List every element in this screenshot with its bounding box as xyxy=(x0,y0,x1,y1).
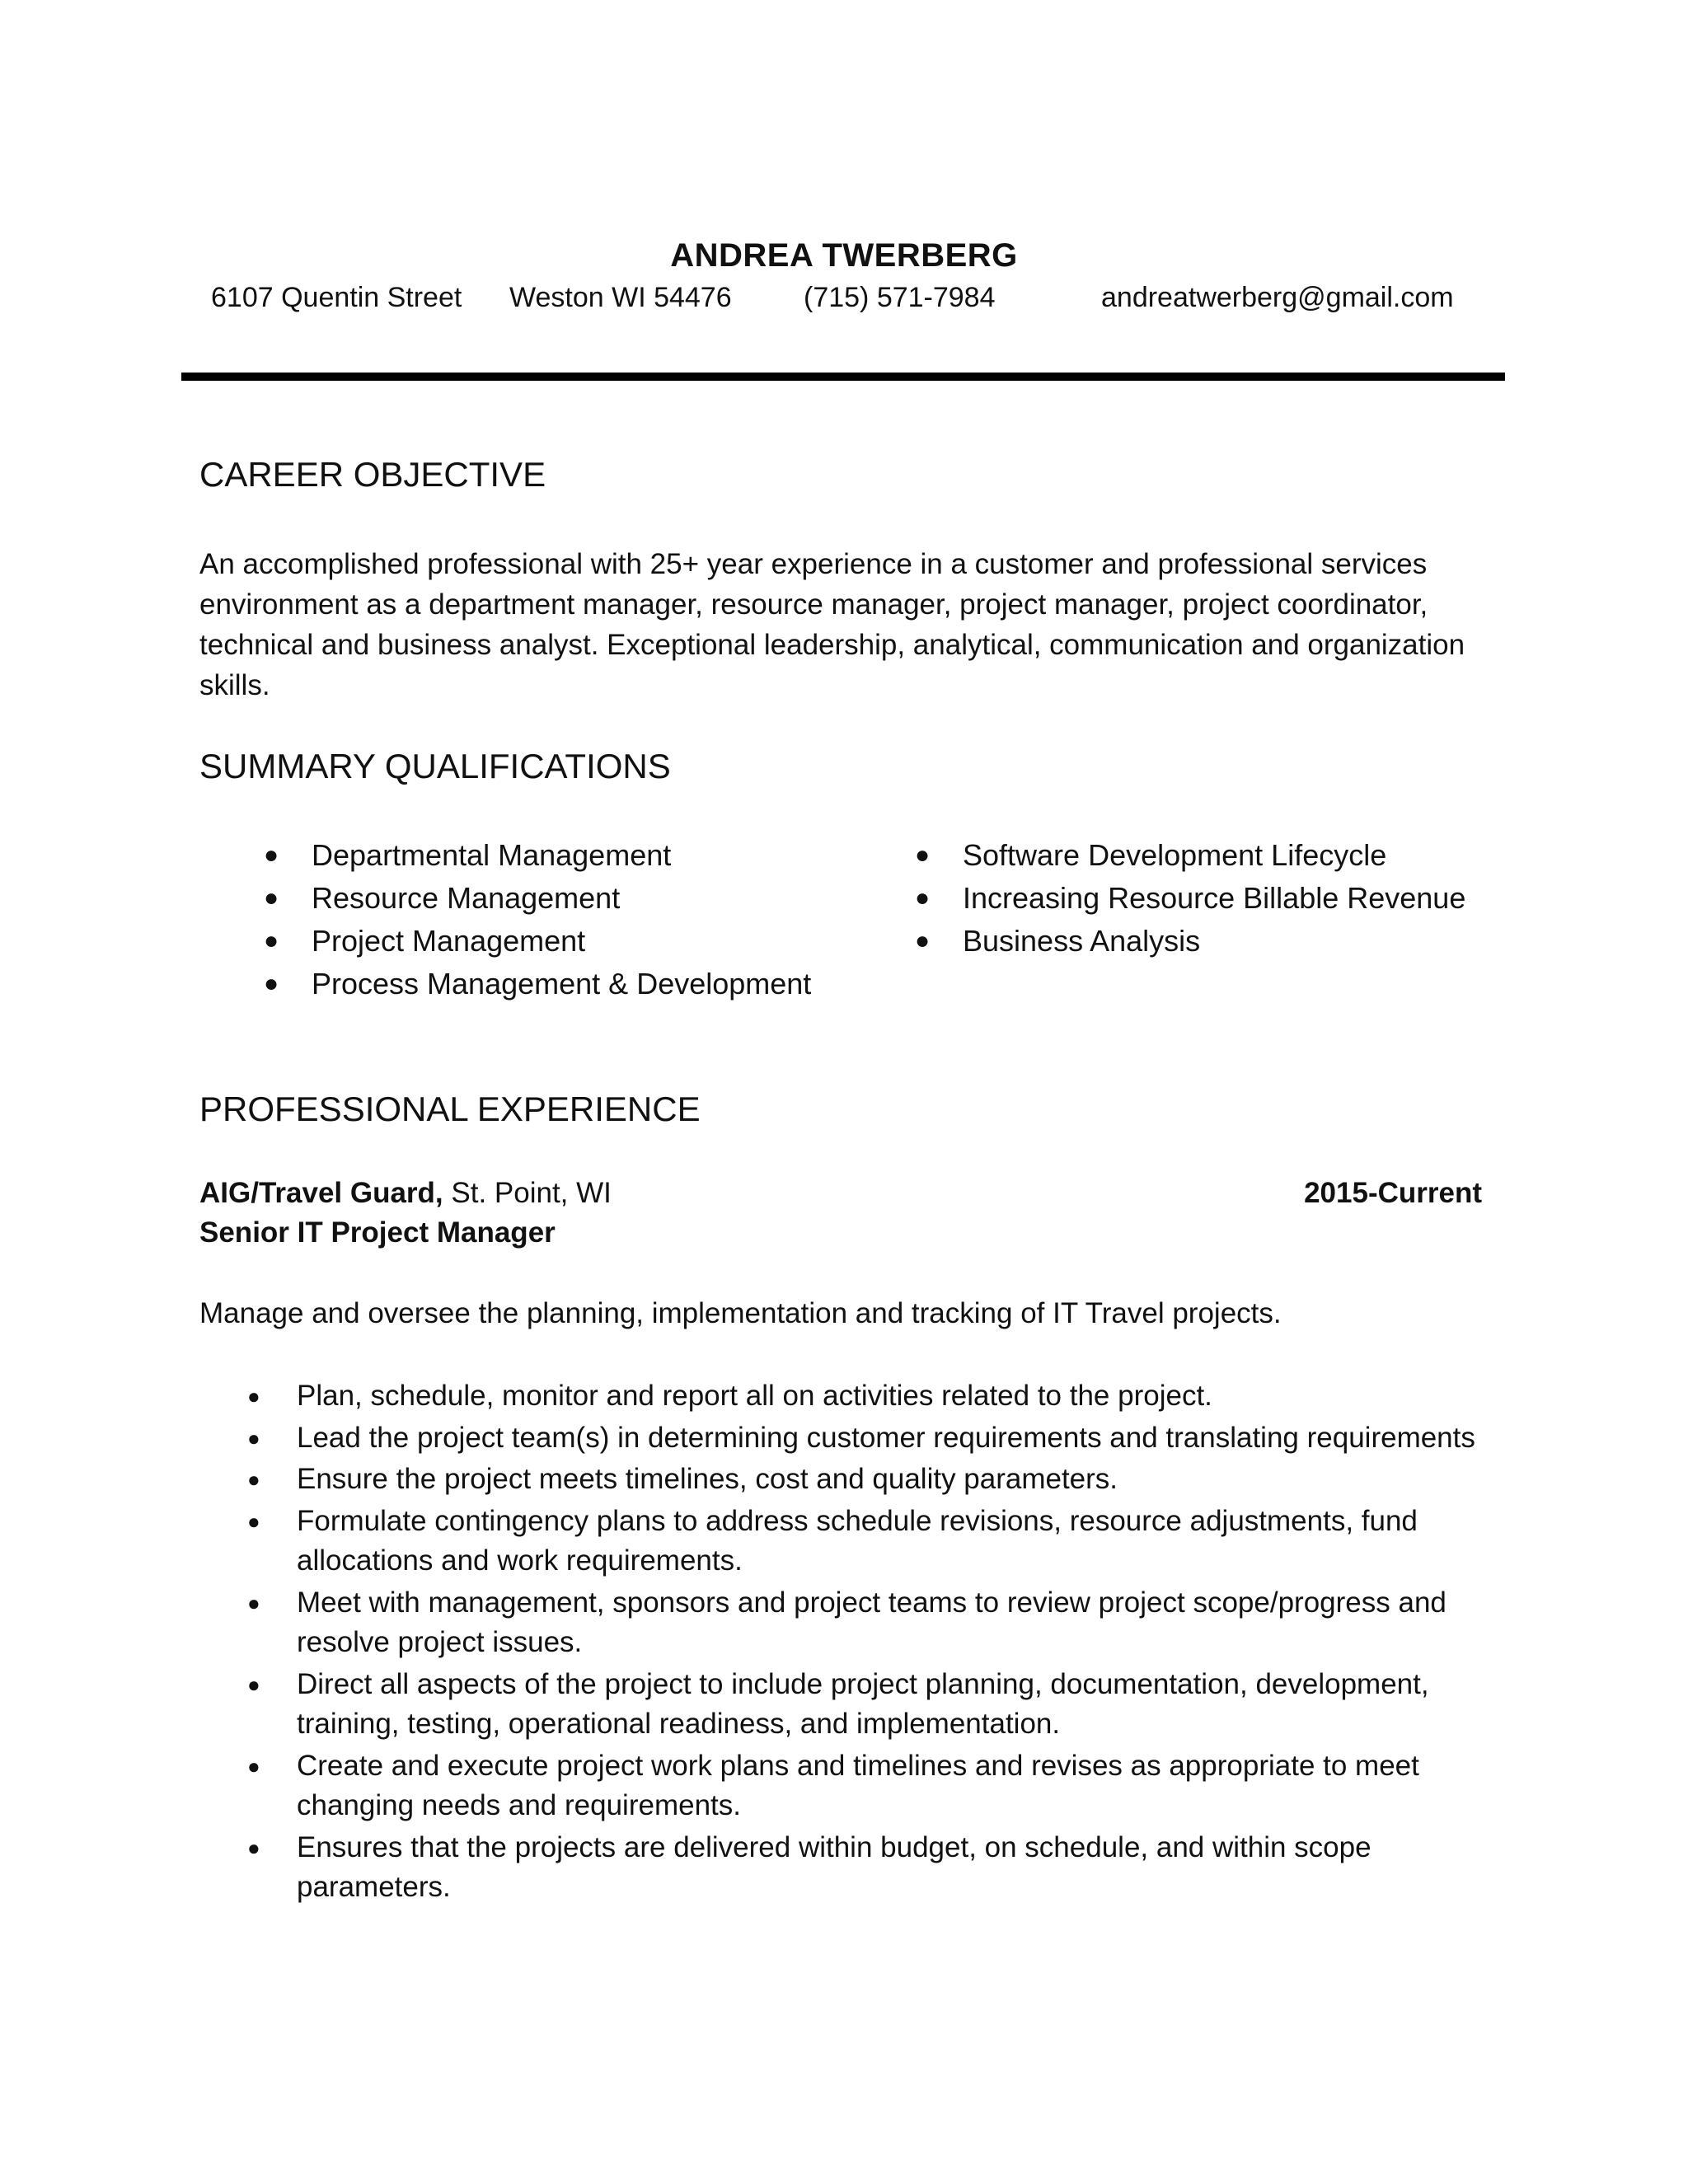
list-item: ● Ensure the project meets timelines, cost and quality parameters. xyxy=(297,1460,1484,1500)
bullet-icon: ● xyxy=(247,1753,260,1779)
list-item: ● Ensures that the projects are delivered within budget, on schedule, and within scope parameters. xyxy=(297,1828,1484,1908)
list-item: ● Increasing Resource Billable Revenue xyxy=(963,877,1465,920)
job-company: AIG/Travel Guard, xyxy=(199,1177,443,1209)
list-item: ● Meet with management, sponsors and project teams to review project scope/progress and resolve project issues. xyxy=(297,1583,1484,1663)
bullet-icon: ● xyxy=(247,1467,260,1492)
qualifications-right-list xyxy=(915,834,1466,963)
list-item: ● Software Development Lifecycle xyxy=(963,834,1465,877)
bullet-icon: ● xyxy=(264,970,279,997)
bullet-icon: ● xyxy=(247,1671,260,1697)
bullet-icon: ● xyxy=(264,927,279,954)
career-objective-heading: CAREER OBJECTIVE xyxy=(199,455,546,494)
bullet-icon: ● xyxy=(915,927,931,954)
job-company-line xyxy=(199,1177,612,1210)
address-street: 6107 Quentin Street xyxy=(211,282,462,313)
list-item: ● Lead the project team(s) in determining customer requirements and translating requirements xyxy=(297,1418,1484,1459)
bullet-icon: ● xyxy=(264,841,279,869)
list-item: ● Departmental Management xyxy=(312,834,811,877)
job-location: St. Point, WI xyxy=(451,1177,612,1209)
career-objective-text: An accomplished professional with 25+ year experience in a customer and professional services environment as a department manager, resource manager, project manager, project coordinator, technical and business analyst. Exceptional leadership, analytical, communication and organization skills. xyxy=(199,548,1465,701)
list-item: ● Process Management & Development xyxy=(312,963,811,1005)
bullet-icon: ● xyxy=(264,884,279,912)
professional-experience-heading: PROFESSIONAL EXPERIENCE xyxy=(199,1090,701,1128)
bullet-icon: ● xyxy=(247,1384,260,1408)
list-item: ● Resource Management xyxy=(312,877,811,920)
address-city: Weston WI 54476 xyxy=(509,282,732,313)
job-summary: Manage and oversee the planning, implementation and tracking of IT Travel projects. xyxy=(199,1297,1282,1329)
summary-qualifications-heading: SUMMARY QUALIFICATIONS xyxy=(199,747,671,785)
list-item: ● Plan, schedule, monitor and report all on activities related to the project. xyxy=(297,1376,1484,1417)
bullet-icon: ● xyxy=(247,1590,260,1615)
job-dates: 2015-Current xyxy=(1304,1177,1482,1209)
header-divider xyxy=(181,373,1505,381)
email-address: andreatwerberg@gmail.com xyxy=(1101,282,1454,313)
list-item: ● Project Management xyxy=(312,920,811,963)
job-role: Senior IT Project Manager xyxy=(199,1216,556,1249)
list-item: ● Direct all aspects of the project to include project planning, documentation, development, training, testing, operational readiness, and implementation. xyxy=(297,1665,1484,1745)
job-responsibilities-list xyxy=(247,1376,1484,1910)
bullet-icon: ● xyxy=(915,841,931,869)
phone-number: (715) 571-7984 xyxy=(804,282,996,313)
bullet-icon: ● xyxy=(247,1508,260,1534)
bullet-icon: ● xyxy=(915,884,931,912)
list-item: ● Formulate contingency plans to address schedule revisions, resource adjustments, fund allocations and work requirements. xyxy=(297,1502,1484,1582)
list-item: ● Business Analysis xyxy=(963,920,1465,963)
list-item: ● Create and execute project work plans and timelines and revises as appropriate to meet changing needs and requirements. xyxy=(297,1746,1484,1826)
bullet-icon: ● xyxy=(247,1835,260,1860)
bullet-icon: ● xyxy=(247,1425,260,1451)
qualifications-left-list xyxy=(264,834,812,1005)
candidate-name: ANDREA TWERBERG xyxy=(670,237,1018,274)
